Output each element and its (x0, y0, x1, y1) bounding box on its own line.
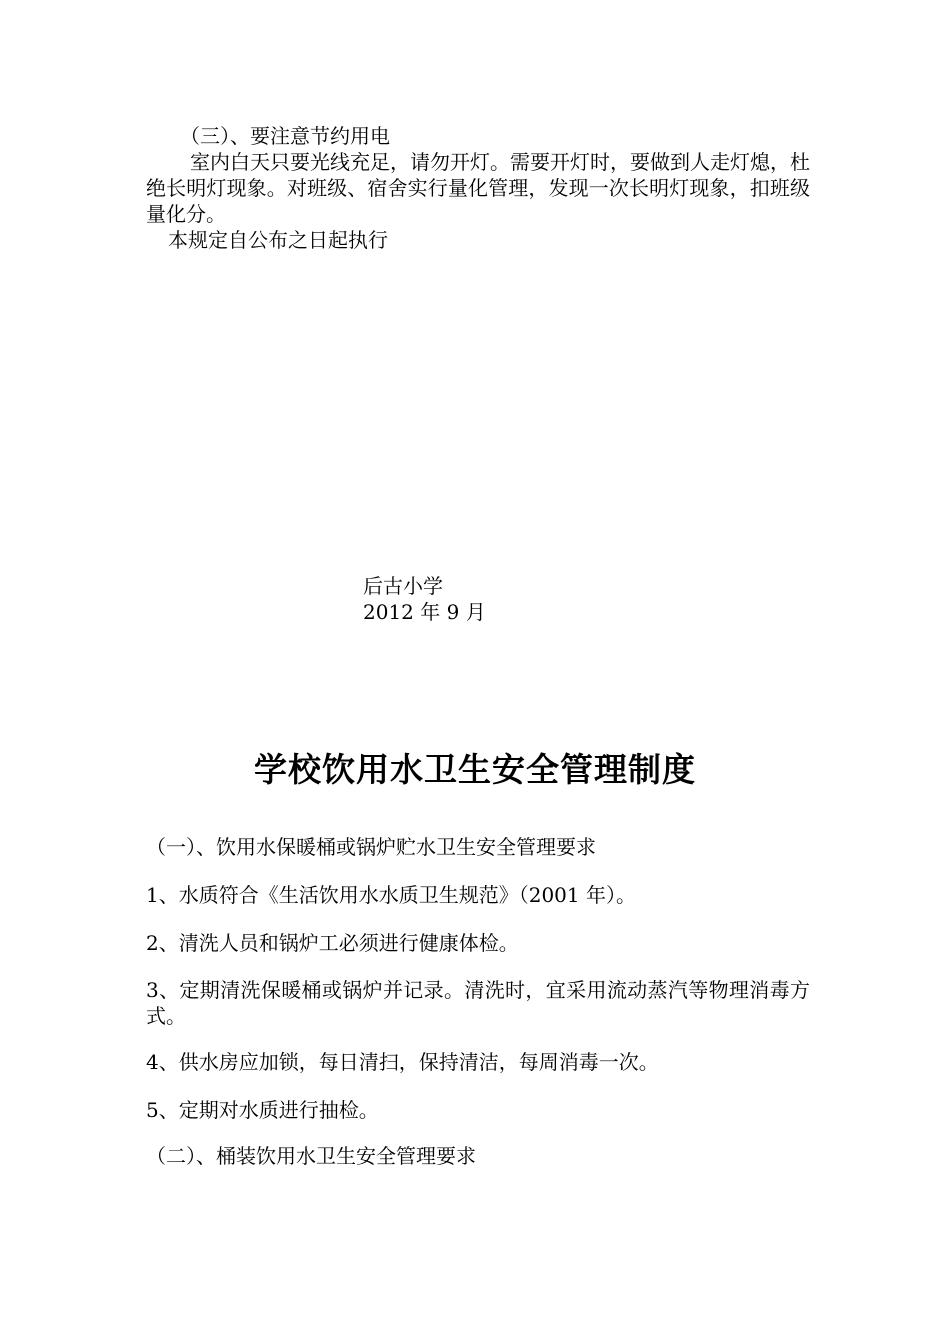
signature-date: 2012 年 9 月 (363, 600, 486, 624)
list-item: 5、定期对水质进行抽检。 (146, 1098, 379, 1122)
paragraph-energy-saving: 室内白天只要光线充足，请勿开灯。需要开灯时，要做到人走灯熄，杜绝长明灯现象。对班级、宿舍实行量化管理，发现一次长明灯现象，扣班级量化分。 (146, 150, 810, 226)
signature-org: 后古小学 (363, 574, 443, 598)
list-item: 4、供水房应加锁，每日清扫，保持清洁，每周消毒一次。 (146, 1050, 659, 1074)
effective-statement: 本规定自公布之日起执行 (168, 228, 388, 252)
list-item: 3、定期清洗保暖桶或锅炉并记录。清洗时，宜采用流动蒸汽等物理消毒方式。 (146, 978, 810, 1028)
document-title: 学校饮用水卫生安全管理制度 (254, 750, 696, 789)
list-item: 1、水质符合《生活饮用水水质卫生规范》（2001 年）。 (146, 883, 636, 907)
section-heading-boiler: （一）、饮用水保暖桶或锅炉贮水卫生安全管理要求 (146, 835, 596, 859)
section-heading-bottled: （二）、桶装饮用水卫生安全管理要求 (146, 1144, 476, 1168)
section-heading-energy: （三）、要注意节约用电 (180, 124, 390, 148)
list-item: 2、清洗人员和锅炉工必须进行健康体检。 (146, 931, 519, 955)
